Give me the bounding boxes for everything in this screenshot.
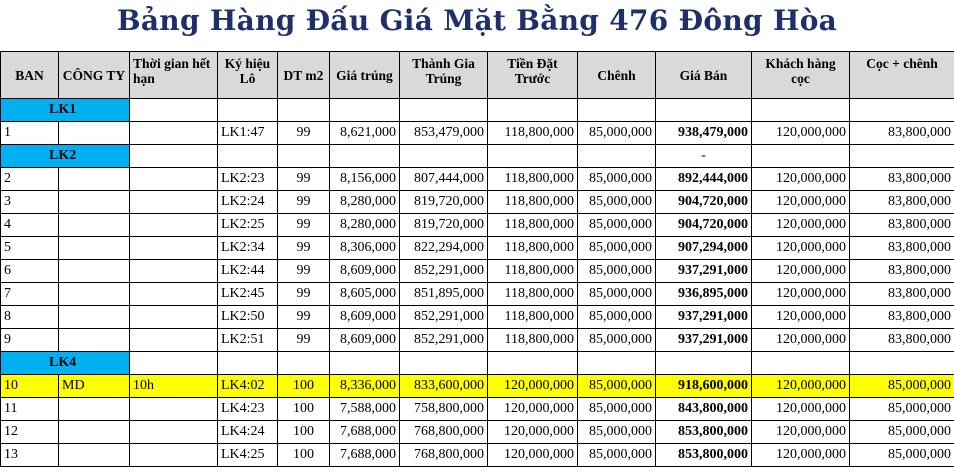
table-cell[interactable]: 83,800,000	[850, 214, 954, 237]
table-cell[interactable]	[218, 352, 278, 375]
table-cell[interactable]	[218, 145, 278, 168]
group-row	[1, 352, 954, 375]
table-cell[interactable]: 120,000,000	[752, 421, 850, 444]
table-cell[interactable]	[278, 145, 330, 168]
table-cell[interactable]: 819,720,000	[400, 214, 488, 237]
table-cell[interactable]: 768,800,000	[400, 421, 488, 444]
table-cell[interactable]: 822,294,000	[400, 237, 488, 260]
table-cell[interactable]: 853,800,000	[656, 421, 752, 444]
table-cell[interactable]: 85,000,000	[850, 375, 954, 398]
table-cell[interactable]: 852,291,000	[400, 260, 488, 283]
table-cell[interactable]: 852,291,000	[400, 306, 488, 329]
table-row	[1, 421, 954, 444]
table-cell[interactable]: 120,000,000	[488, 375, 578, 398]
table-row	[1, 444, 954, 467]
table-cell[interactable]: 118,800,000	[488, 260, 578, 283]
table-cell[interactable]: 5	[1, 237, 59, 260]
table-cell[interactable]: LK4:24	[218, 421, 278, 444]
table-cell[interactable]	[59, 122, 130, 145]
table-cell[interactable]: 85,000,000	[578, 421, 656, 444]
table-cell[interactable]: 118,800,000	[488, 168, 578, 191]
table-cell[interactable]: 918,600,000	[656, 375, 752, 398]
table-cell[interactable]: 120,000,000	[488, 444, 578, 467]
table-cell[interactable]	[400, 145, 488, 168]
table-cell[interactable]: 85,000,000	[578, 122, 656, 145]
table-row	[1, 283, 954, 306]
table-cell[interactable]: 758,800,000	[400, 398, 488, 421]
table-cell[interactable]: 120,000,000	[752, 283, 850, 306]
table-cell[interactable]: 83,800,000	[850, 237, 954, 260]
table-cell[interactable]: 118,800,000	[488, 283, 578, 306]
table-cell[interactable]: 85,000,000	[578, 375, 656, 398]
table-cell[interactable]: 8,609,000	[330, 306, 400, 329]
table-cell[interactable]: LK2:45	[218, 283, 278, 306]
table-cell[interactable]	[400, 99, 488, 122]
table-cell[interactable]: 4	[1, 214, 59, 237]
table-cell[interactable]: 120,000,000	[752, 168, 850, 191]
table-cell[interactable]: 9	[1, 329, 59, 352]
table-cell[interactable]: 120,000,000	[752, 214, 850, 237]
table-cell[interactable]	[130, 122, 218, 145]
header-cell[interactable]: Ký hiệu Lô	[218, 52, 278, 99]
table-cell[interactable]: 85,000,000	[578, 283, 656, 306]
table-cell[interactable]: 85,000,000	[578, 168, 656, 191]
table-cell[interactable]	[656, 352, 752, 375]
table-cell[interactable]	[59, 444, 130, 467]
table-cell[interactable]	[59, 398, 130, 421]
table-cell[interactable]	[752, 145, 850, 168]
table-cell[interactable]: 85,000,000	[578, 444, 656, 467]
header-cell[interactable]: Tiền Đặt Trước	[488, 52, 578, 99]
table-cell[interactable]: 937,291,000	[656, 306, 752, 329]
table-cell[interactable]: 8	[1, 306, 59, 329]
table-cell[interactable]: 85,000,000	[850, 398, 954, 421]
table-cell[interactable]	[130, 260, 218, 283]
table-cell[interactable]: 12	[1, 421, 59, 444]
table-cell[interactable]: LK2:25	[218, 214, 278, 237]
table-cell[interactable]	[59, 237, 130, 260]
table-cell[interactable]: LK2:51	[218, 329, 278, 352]
table-cell[interactable]	[850, 352, 954, 375]
table-cell[interactable]	[130, 329, 218, 352]
table-cell[interactable]: 851,895,000	[400, 283, 488, 306]
table-cell[interactable]: 937,291,000	[656, 329, 752, 352]
table-cell[interactable]: 99	[278, 260, 330, 283]
table-cell[interactable]: MD	[59, 375, 130, 398]
table-cell[interactable]	[850, 145, 954, 168]
table-cell[interactable]: 85,000,000	[578, 260, 656, 283]
table-row	[1, 398, 954, 421]
table-cell[interactable]: 85,000,000	[850, 421, 954, 444]
table-row	[1, 168, 954, 191]
table-cell[interactable]: 120,000,000	[752, 122, 850, 145]
header-cell[interactable]: BAN	[1, 52, 59, 99]
group-label[interactable]: LK1	[1, 99, 130, 122]
table-cell[interactable]	[330, 99, 400, 122]
table-cell[interactable]: 120,000,000	[752, 237, 850, 260]
table-cell[interactable]	[130, 283, 218, 306]
header-cell[interactable]: DT m2	[278, 52, 330, 99]
table-cell[interactable]: LK2:24	[218, 191, 278, 214]
table-cell[interactable]: LK4:02	[218, 375, 278, 398]
table-cell[interactable]	[59, 283, 130, 306]
table-cell[interactable]	[218, 99, 278, 122]
table-cell[interactable]: 11	[1, 398, 59, 421]
table-cell[interactable]: 120,000,000	[488, 421, 578, 444]
table-cell[interactable]: 2	[1, 168, 59, 191]
table-row	[1, 329, 954, 352]
group-label[interactable]: LK2	[1, 145, 130, 168]
table-cell[interactable]: LK2:23	[218, 168, 278, 191]
table-cell[interactable]: 118,800,000	[488, 214, 578, 237]
table-cell[interactable]: 1	[1, 122, 59, 145]
table-cell[interactable]: 938,479,000	[656, 122, 752, 145]
table-row	[1, 260, 954, 283]
header-cell[interactable]: Thành Gia Trúng	[400, 52, 488, 99]
table-cell[interactable]: 83,800,000	[850, 260, 954, 283]
table-row	[1, 214, 954, 237]
table-cell[interactable]: 120,000,000	[752, 191, 850, 214]
table-cell[interactable]	[59, 214, 130, 237]
table-cell[interactable]: LK2:50	[218, 306, 278, 329]
table-cell[interactable]: LK2:34	[218, 237, 278, 260]
table-cell[interactable]	[59, 329, 130, 352]
table-cell[interactable]: 85,000,000	[578, 398, 656, 421]
table-row	[1, 375, 954, 398]
table-cell[interactable]	[488, 352, 578, 375]
table-cell[interactable]: 120,000,000	[752, 375, 850, 398]
table-cell[interactable]: 807,444,000	[400, 168, 488, 191]
table-cell[interactable]: 120,000,000	[752, 398, 850, 421]
table-cell[interactable]: 118,800,000	[488, 191, 578, 214]
table-cell[interactable]: 907,294,000	[656, 237, 752, 260]
header-cell[interactable]: Khách hàng cọc	[752, 52, 850, 99]
table-cell[interactable]	[130, 191, 218, 214]
table-cell[interactable]: 85,000,000	[578, 306, 656, 329]
table-cell[interactable]	[130, 99, 218, 122]
table-cell[interactable]: 85,000,000	[578, 329, 656, 352]
table-row	[1, 237, 954, 260]
table-cell[interactable]	[130, 168, 218, 191]
table-cell[interactable]	[400, 352, 488, 375]
table-cell[interactable]: 10	[1, 375, 59, 398]
table-cell[interactable]: 99	[278, 168, 330, 191]
header-cell[interactable]: Chênh	[578, 52, 656, 99]
auction-table	[0, 51, 954, 467]
table-cell[interactable]: 7,588,000	[330, 398, 400, 421]
table-cell[interactable]	[130, 444, 218, 467]
table-cell[interactable]: 99	[278, 122, 330, 145]
group-row	[1, 145, 954, 168]
table-cell[interactable]	[578, 99, 656, 122]
table-cell[interactable]: 904,720,000	[656, 214, 752, 237]
table-cell[interactable]: 83,800,000	[850, 122, 954, 145]
table-cell[interactable]: 3	[1, 191, 59, 214]
table-cell[interactable]: 7,688,000	[330, 421, 400, 444]
table-cell[interactable]	[656, 99, 752, 122]
table-cell[interactable]: 904,720,000	[656, 191, 752, 214]
table-cell[interactable]: 819,720,000	[400, 191, 488, 214]
table-row	[1, 122, 954, 145]
table-cell[interactable]: 118,800,000	[488, 329, 578, 352]
table-cell[interactable]	[130, 398, 218, 421]
table-cell[interactable]: 833,600,000	[400, 375, 488, 398]
sheet-title: Bảng Hàng Đấu Giá Mặt Bằng 476 Đông Hòa	[116, 4, 838, 37]
note-cell[interactable]: -	[656, 145, 752, 168]
table-cell[interactable]	[130, 421, 218, 444]
table-cell[interactable]	[130, 237, 218, 260]
table-cell[interactable]: 7,688,000	[330, 444, 400, 467]
table-cell[interactable]: 120,000,000	[752, 444, 850, 467]
header-row	[1, 52, 954, 99]
table-cell[interactable]	[59, 421, 130, 444]
table-cell[interactable]	[59, 168, 130, 191]
table-cell[interactable]: 120,000,000	[488, 398, 578, 421]
table-cell[interactable]	[130, 352, 218, 375]
table-cell[interactable]: 85,000,000	[578, 214, 656, 237]
table-cell[interactable]: 892,444,000	[656, 168, 752, 191]
table-cell[interactable]: 852,291,000	[400, 329, 488, 352]
table-cell[interactable]: 83,800,000	[850, 191, 954, 214]
table-cell[interactable]: LK1:47	[218, 122, 278, 145]
table-cell[interactable]: 99	[278, 283, 330, 306]
table-cell[interactable]: 83,800,000	[850, 168, 954, 191]
table-cell[interactable]: LK2:44	[218, 260, 278, 283]
table-cell[interactable]: 99	[278, 329, 330, 352]
table-cell[interactable]	[850, 99, 954, 122]
header-cell[interactable]: CÔNG TY	[59, 52, 130, 99]
group-row	[1, 99, 954, 122]
table-cell[interactable]	[130, 306, 218, 329]
table-cell[interactable]: 8,609,000	[330, 260, 400, 283]
table-cell[interactable]: LK4:23	[218, 398, 278, 421]
table-cell[interactable]: 8,621,000	[330, 122, 400, 145]
table-cell[interactable]	[578, 145, 656, 168]
table-cell[interactable]	[488, 99, 578, 122]
table-row	[1, 191, 954, 214]
table-cell[interactable]: 83,800,000	[850, 283, 954, 306]
header-cell[interactable]: Cọc + chênh	[850, 52, 954, 99]
table-cell[interactable]: 100	[278, 398, 330, 421]
table-cell[interactable]	[59, 191, 130, 214]
table-cell[interactable]: 99	[278, 191, 330, 214]
table-cell[interactable]: 6	[1, 260, 59, 283]
table-cell[interactable]: 8,280,000	[330, 191, 400, 214]
table-cell[interactable]	[330, 145, 400, 168]
table-cell[interactable]: 100	[278, 421, 330, 444]
table-cell[interactable]: 8,280,000	[330, 214, 400, 237]
table-row	[1, 306, 954, 329]
header-cell[interactable]: Thời gian hết hạn	[130, 52, 218, 99]
table-cell[interactable]: 83,800,000	[850, 306, 954, 329]
table-body	[1, 99, 954, 467]
table-cell[interactable]: 99	[278, 306, 330, 329]
table-cell[interactable]: 85,000,000	[578, 237, 656, 260]
table-cell[interactable]: 85,000,000	[578, 191, 656, 214]
table-cell[interactable]: 99	[278, 237, 330, 260]
table-cell[interactable]: 8,605,000	[330, 283, 400, 306]
table-cell[interactable]: LK4:25	[218, 444, 278, 467]
table-cell[interactable]	[130, 214, 218, 237]
table-cell[interactable]	[278, 99, 330, 122]
table-cell[interactable]: 99	[278, 214, 330, 237]
table-cell[interactable]: 118,800,000	[488, 122, 578, 145]
table-cell[interactable]: 118,800,000	[488, 306, 578, 329]
table-cell[interactable]: 8,156,000	[330, 168, 400, 191]
table-cell[interactable]: 100	[278, 375, 330, 398]
table-cell[interactable]: 10h	[130, 375, 218, 398]
table-cell[interactable]: 853,800,000	[656, 444, 752, 467]
group-label[interactable]: LK4	[1, 352, 130, 375]
header-cell[interactable]: Giá trúng	[330, 52, 400, 99]
table-cell[interactable]	[278, 352, 330, 375]
table-cell[interactable]: 768,800,000	[400, 444, 488, 467]
table-cell[interactable]: 120,000,000	[752, 306, 850, 329]
table-cell[interactable]: 100	[278, 444, 330, 467]
table-cell[interactable]	[330, 352, 400, 375]
table-cell[interactable]: 8,336,000	[330, 375, 400, 398]
header-cell[interactable]: Giá Bán	[656, 52, 752, 99]
table-cell[interactable]: 120,000,000	[752, 329, 850, 352]
table-cell[interactable]: 118,800,000	[488, 237, 578, 260]
table-cell[interactable]: 8,306,000	[330, 237, 400, 260]
table-cell[interactable]	[130, 145, 218, 168]
table-cell[interactable]: 936,895,000	[656, 283, 752, 306]
table-cell[interactable]: 7	[1, 283, 59, 306]
table-cell[interactable]: 120,000,000	[752, 260, 850, 283]
table-cell[interactable]: 843,800,000	[656, 398, 752, 421]
table-cell[interactable]: 85,000,000	[850, 444, 954, 467]
table-cell[interactable]: 853,479,000	[400, 122, 488, 145]
table-cell[interactable]	[752, 99, 850, 122]
table-cell[interactable]	[578, 352, 656, 375]
table-cell[interactable]: 8,609,000	[330, 329, 400, 352]
table-cell[interactable]	[752, 352, 850, 375]
table-cell[interactable]: 83,800,000	[850, 329, 954, 352]
table-cell[interactable]	[59, 306, 130, 329]
table-cell[interactable]: 13	[1, 444, 59, 467]
table-cell[interactable]	[488, 145, 578, 168]
table-cell[interactable]: 937,291,000	[656, 260, 752, 283]
table-cell[interactable]	[59, 260, 130, 283]
